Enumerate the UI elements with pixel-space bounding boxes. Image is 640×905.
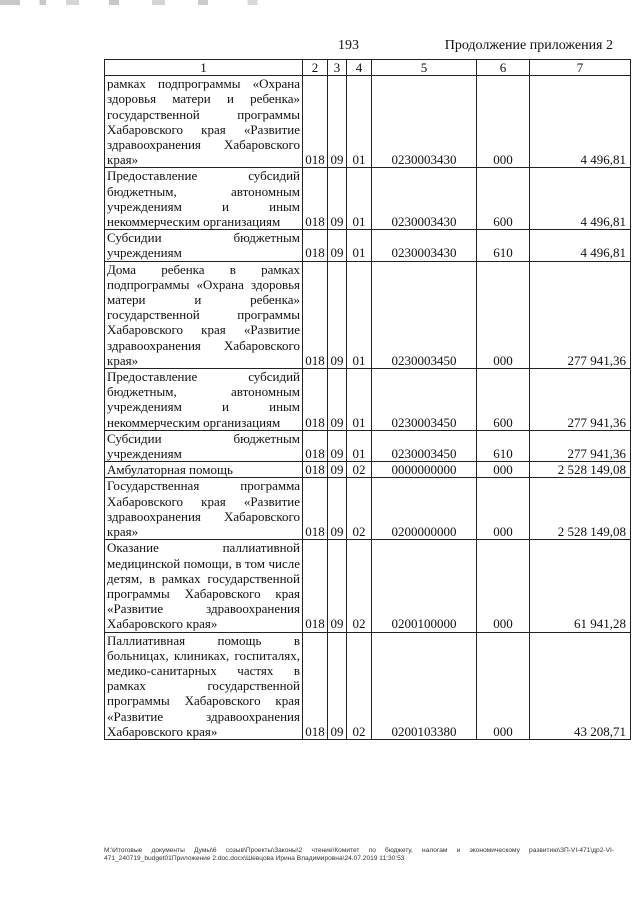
row-col4: 01	[347, 261, 372, 368]
table-row	[105, 430, 631, 461]
row-col7: 277 941,36	[530, 261, 631, 368]
row-col7: 4 496,81	[530, 76, 631, 168]
column-header-2: 2	[303, 60, 328, 76]
table-row	[105, 462, 631, 478]
row-col4: 02	[347, 540, 372, 632]
table-row	[105, 632, 631, 739]
row-col7: 61 941,28	[530, 540, 631, 632]
row-col7: 2 528 149,08	[530, 462, 631, 478]
row-col2: 018	[303, 230, 328, 261]
row-col2: 018	[303, 76, 328, 168]
file-path-footer: M:\Итоговые документы Думы\6 созыв\Проекты\Законы\2 чтение\Комитет по бюджету, налогам и экономическому развитию\ЗП-VI-471\др2-VI-471_240719_budget01Приложение 2.doc.docx\Шевцова Ирина Владимировна\24.07.2019 11:30:53	[104, 847, 614, 862]
row-name: Предоставление субсидий бюджетным, автономным учреждениям и иным некоммерческим организациям	[105, 369, 303, 431]
column-header-3: 3	[328, 60, 347, 76]
row-name: рамках подпрограммы «Охрана здоровья матери и ребенка» государственной программы Хабаровского края «Развитие здравоохранения Хабаровского края»	[105, 76, 303, 168]
row-col6: 600	[477, 168, 530, 230]
table-row	[105, 168, 631, 230]
row-col7: 277 941,36	[530, 369, 631, 431]
row-col2: 018	[303, 478, 328, 540]
row-name: Паллиативная помощь в больницах, клиниках, госпиталях, медико-санитарных частях в рамках государственной программы Хабаровского края «Развитие здравоохранения Хабаровского края»	[105, 632, 303, 739]
scan-artifact	[0, 0, 330, 5]
table-row	[105, 76, 631, 168]
row-name: Предоставление субсидий бюджетным, автономным учреждениям и иным некоммерческим организациям	[105, 168, 303, 230]
row-col5: 0200100000	[372, 540, 477, 632]
row-name: Дома ребенка в рамках подпрограммы «Охрана здоровья матери и ребенка» государственной программы Хабаровского края «Развитие здравоохранения Хабаровского края»	[105, 261, 303, 368]
row-col6: 000	[477, 462, 530, 478]
row-name: Оказание паллиативной медицинской помощи, в том числе детям, в рамках государственной программы Хабаровского края «Развитие здравоохранения Хабаровского края»	[105, 540, 303, 632]
row-col6: 000	[477, 478, 530, 540]
row-col2: 018	[303, 540, 328, 632]
row-col7: 43 208,71	[530, 632, 631, 739]
row-col2: 018	[303, 369, 328, 431]
row-col6: 610	[477, 430, 530, 461]
row-col2: 018	[303, 168, 328, 230]
row-col4: 01	[347, 430, 372, 461]
row-col5: 0200103380	[372, 632, 477, 739]
row-col6: 000	[477, 540, 530, 632]
page-number: 193	[338, 38, 359, 53]
table-row	[105, 540, 631, 632]
row-col2: 018	[303, 430, 328, 461]
row-col5: 0230003430	[372, 76, 477, 168]
row-name: Амбулаторная помощь	[105, 462, 303, 478]
row-col7: 277 941,36	[530, 430, 631, 461]
row-col5: 0200000000	[372, 478, 477, 540]
row-col4: 01	[347, 168, 372, 230]
row-col7: 4 496,81	[530, 168, 631, 230]
row-col6: 000	[477, 632, 530, 739]
row-col6: 600	[477, 369, 530, 431]
budget-table	[104, 59, 631, 740]
row-col3: 09	[328, 168, 347, 230]
column-header-5: 5	[372, 60, 477, 76]
row-name: Государственная программа Хабаровского края «Развитие здравоохранения Хабаровского края»	[105, 478, 303, 540]
row-name: Субсидии бюджетным учреждениям	[105, 430, 303, 461]
row-col4: 01	[347, 230, 372, 261]
row-col7: 4 496,81	[530, 230, 631, 261]
row-col3: 09	[328, 540, 347, 632]
row-col3: 09	[328, 76, 347, 168]
row-col6: 610	[477, 230, 530, 261]
table-row	[105, 369, 631, 431]
row-col5: 0230003450	[372, 430, 477, 461]
row-col5: 0230003450	[372, 261, 477, 368]
table-header-row	[105, 60, 631, 76]
row-col3: 09	[328, 478, 347, 540]
row-col4: 02	[347, 478, 372, 540]
row-col4: 01	[347, 76, 372, 168]
row-col5: 0230003430	[372, 168, 477, 230]
table-row	[105, 230, 631, 261]
continuation-label: Продолжение приложения 2	[444, 38, 613, 53]
row-col3: 09	[328, 230, 347, 261]
column-header-7: 7	[530, 60, 631, 76]
row-name: Субсидии бюджетным учреждениям	[105, 230, 303, 261]
row-col3: 09	[328, 430, 347, 461]
row-col3: 09	[328, 632, 347, 739]
row-col3: 09	[328, 261, 347, 368]
row-col5: 0000000000	[372, 462, 477, 478]
row-col2: 018	[303, 632, 328, 739]
row-col5: 0230003430	[372, 230, 477, 261]
row-col6: 000	[477, 261, 530, 368]
table-row	[105, 261, 631, 368]
row-col3: 09	[328, 369, 347, 431]
row-col6: 000	[477, 76, 530, 168]
row-col4: 01	[347, 369, 372, 431]
row-col2: 018	[303, 462, 328, 478]
row-col4: 02	[347, 462, 372, 478]
column-header-6: 6	[477, 60, 530, 76]
row-col4: 02	[347, 632, 372, 739]
table-row	[105, 478, 631, 540]
row-col2: 018	[303, 261, 328, 368]
column-header-4: 4	[347, 60, 372, 76]
row-col3: 09	[328, 462, 347, 478]
column-header-1: 1	[105, 60, 303, 76]
row-col7: 2 528 149,08	[530, 478, 631, 540]
row-col5: 0230003450	[372, 369, 477, 431]
